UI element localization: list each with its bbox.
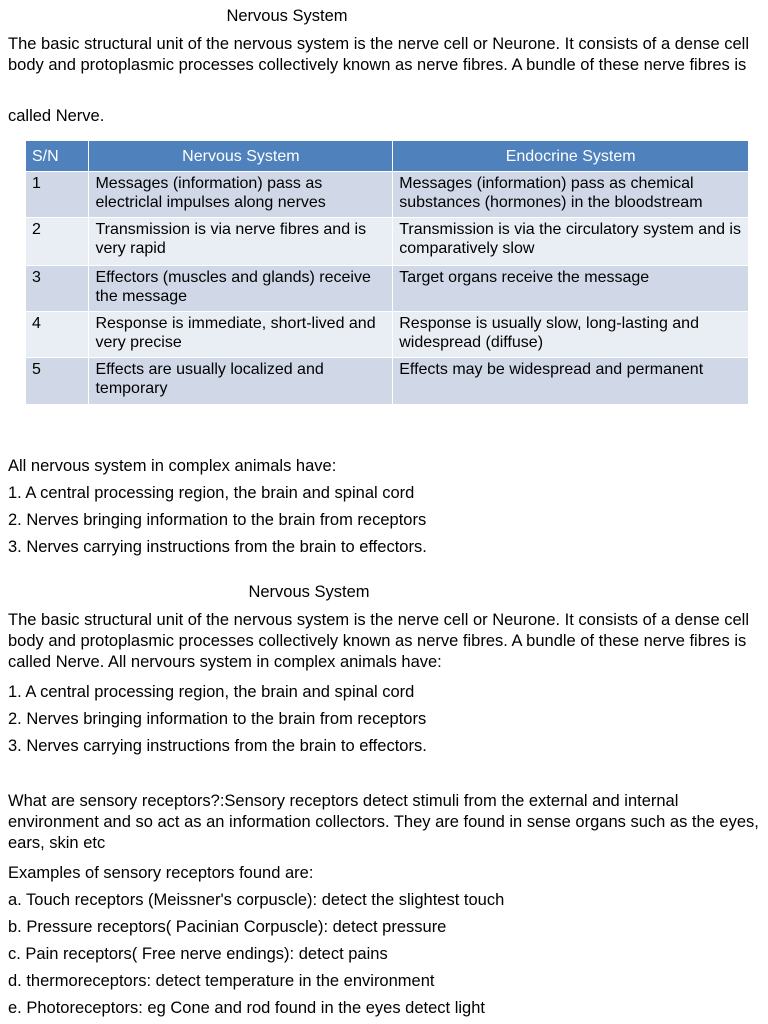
header-endocrine: Endocrine System: [393, 141, 749, 172]
list1-item: 3. Nerves carrying instructions from the brain to effectors.: [8, 538, 427, 556]
section1-intro-tail: called Nerve.: [8, 107, 105, 125]
section2-item: 1. A central processing region, the brain and spinal cord: [8, 683, 415, 701]
cell-sn: 3: [26, 266, 89, 312]
cell-endocrine: Response is usually slow, long-lasting and widespread (diffuse): [393, 312, 749, 358]
cell-sn: 2: [26, 218, 89, 266]
table-row: [26, 312, 749, 358]
header-sn: S/N: [26, 141, 89, 172]
receptor-item: a. Touch receptors (Meissner's corpuscle): detect the slightest touch: [8, 891, 505, 909]
table-row: [26, 172, 749, 218]
comparison-table: [26, 141, 749, 404]
cell-nervous: Messages (information) pass as electriclal impulses along nerves: [89, 172, 393, 218]
table-row: [26, 266, 749, 312]
header-nervous: Nervous System: [89, 141, 393, 172]
table-header-row: [26, 141, 749, 172]
cell-endocrine: Effects may be widespread and permanent: [393, 358, 749, 404]
table-row: [26, 358, 749, 404]
list1-item: 2. Nerves bringing information to the brain from receptors: [8, 511, 427, 529]
receptor-item: b. Pressure receptors( Pacinian Corpuscle): detect pressure: [8, 918, 447, 936]
cell-sn: 5: [26, 358, 89, 404]
section2-item: 3. Nerves carrying instructions from the brain to effectors.: [8, 737, 427, 755]
cell-sn: 1: [26, 172, 89, 218]
cell-nervous: Effectors (muscles and glands) receive the message: [89, 266, 393, 312]
section2-intro: The basic structural unit of the nervous system is the nerve cell or Neurone. It consists of a dense cell body and protoplasmic processes collectively known as nerve fibres. A bundle of these nerve fibres is called Nerve. All nervours system in complex animals have:: [8, 611, 750, 671]
section1-title: Nervous System: [226, 7, 348, 25]
receptors-examples-heading: Examples of sensory receptors found are:: [8, 864, 314, 882]
section2-title: Nervous System: [248, 583, 370, 601]
cell-endocrine: Transmission is via the circulatory system and is comparatively slow: [393, 218, 749, 266]
cell-nervous: Effects are usually localized and temporary: [89, 358, 393, 404]
section2-item: 2. Nerves bringing information to the brain from receptors: [8, 710, 427, 728]
table-row: [26, 218, 749, 266]
list1-item: 1. A central processing region, the brain and spinal cord: [8, 484, 415, 502]
cell-sn: 4: [26, 312, 89, 358]
cell-nervous: Transmission is via nerve fibres and is very rapid: [89, 218, 393, 266]
receptor-item: e. Photoreceptors: eg Cone and rod found in the eyes detect light: [8, 999, 485, 1017]
cell-nervous: Response is immediate, short-lived and very precise: [89, 312, 393, 358]
cell-endocrine: Target organs receive the message: [393, 266, 749, 312]
section1-intro: The basic structural unit of the nervous system is the nerve cell or Neurone. It consists of a dense cell body and protoplasmic processes collectively known as nerve fibres. A bundle of these nerve fibres is: [8, 35, 750, 74]
receptors-intro: What are sensory receptors?:Sensory receptors detect stimuli from the external and internal environment and so act as an information collectors. They are found in sense organs such as the eyes, ears, skin etc: [8, 792, 759, 852]
receptor-item: d. thermoreceptors: detect temperature in the environment: [8, 972, 435, 990]
receptor-item: c. Pain receptors( Free nerve endings): detect pains: [8, 945, 388, 963]
cell-endocrine: Messages (information) pass as chemical substances (hormones) in the bloodstream: [393, 172, 749, 218]
list1-heading: All nervous system in complex animals have:: [8, 457, 337, 475]
